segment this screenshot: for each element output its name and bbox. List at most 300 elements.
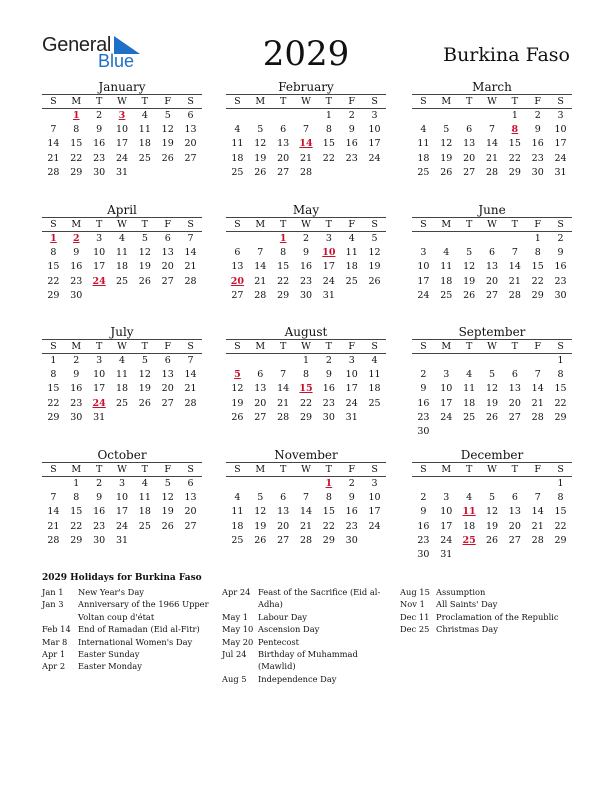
day-cell: 24: [345, 397, 358, 409]
empty-cell: [226, 477, 249, 491]
days-grid: [226, 354, 386, 425]
day-cell: 19: [161, 138, 174, 150]
day-cell: 22: [70, 520, 83, 532]
holiday-date: Feb 14: [42, 624, 71, 635]
day-cell: 23: [554, 275, 567, 287]
days-grid: [42, 232, 202, 303]
day-cell: 21: [184, 383, 197, 395]
day-cell: 6: [234, 247, 241, 259]
weekday-label: S: [371, 219, 378, 230]
day-cell: 28: [184, 397, 197, 409]
day-cell: 16: [299, 261, 313, 273]
day-cell: 19: [254, 520, 267, 532]
logo-blue-text: Blue: [98, 51, 135, 71]
day-cell: 12: [368, 247, 381, 259]
day-cell: 3: [371, 110, 378, 121]
day-cell: 2: [73, 355, 80, 366]
day-cell: 26: [231, 411, 244, 423]
weekday-header: [42, 218, 202, 231]
day-cell: 3: [348, 355, 355, 366]
day-cell: 22: [299, 397, 313, 409]
weekday-label: W: [301, 464, 311, 475]
weekday-label: M: [255, 464, 266, 475]
holiday-item: [42, 598, 218, 623]
day-cell: 15: [554, 383, 567, 395]
holiday-date: Dec 25: [400, 624, 430, 635]
day-cell: 13: [508, 506, 521, 518]
weekday-label: S: [420, 219, 427, 230]
day-cell: 26: [161, 152, 174, 164]
day-cell: 26: [138, 397, 151, 409]
day-cell: 29: [299, 411, 313, 423]
day-cell: 13: [485, 261, 499, 273]
day-cell: 23: [417, 411, 430, 423]
day-cell: 11: [115, 369, 129, 381]
empty-cell: [503, 477, 526, 491]
day-cell: 30: [93, 534, 106, 546]
holiday-item: [222, 586, 394, 611]
day-cell: 9: [348, 492, 355, 504]
day-cell: 4: [141, 110, 148, 121]
day-cell: 22: [47, 397, 60, 409]
day-cell: 14: [47, 138, 60, 150]
day-cell: 2: [96, 110, 103, 121]
weekday-label: S: [420, 341, 427, 352]
weekday-label: M: [255, 219, 266, 230]
day-cell: 18: [368, 383, 381, 395]
holiday-name: Ascension Day: [258, 624, 320, 635]
holiday-item: [400, 623, 572, 635]
day-cell: 10: [440, 506, 453, 518]
day-cell: 9: [348, 124, 355, 136]
holiday-day-cell: 1: [72, 110, 80, 121]
day-cell: 8: [534, 247, 541, 259]
day-cell: 28: [508, 289, 521, 301]
day-cell: 9: [73, 247, 80, 259]
day-cell: 16: [417, 397, 430, 409]
holiday-day-cell: 1: [50, 233, 57, 244]
day-cell: 13: [161, 247, 174, 259]
day-cell: 27: [254, 411, 267, 423]
weekday-label: F: [164, 464, 171, 475]
day-cell: 29: [277, 289, 290, 301]
day-cell: 13: [184, 124, 197, 136]
empty-cell: [295, 477, 318, 491]
day-cell: 27: [508, 534, 521, 546]
weekday-label: T: [95, 341, 103, 352]
day-cell: 24: [440, 411, 453, 423]
day-cell: 22: [322, 520, 335, 532]
day-cell: 6: [164, 233, 171, 244]
day-cell: 18: [138, 506, 151, 518]
day-cell: 5: [141, 233, 148, 244]
empty-cell: [481, 477, 504, 491]
day-cell: 7: [280, 369, 287, 381]
days-grid: [42, 109, 202, 180]
day-cell: 20: [277, 152, 290, 164]
day-cell: 11: [440, 261, 453, 273]
day-cell: 2: [534, 110, 541, 121]
day-cell: 13: [254, 383, 267, 395]
weekday-header: [42, 340, 202, 353]
day-cell: 17: [440, 397, 453, 409]
holiday-item: [42, 648, 218, 660]
holiday-day-cell: 11: [462, 506, 476, 518]
day-cell: 30: [417, 425, 430, 437]
holiday-column: [42, 586, 218, 673]
empty-cell: [42, 477, 65, 491]
day-cell: 28: [299, 534, 313, 546]
day-cell: 24: [368, 520, 381, 532]
day-cell: 25: [231, 166, 244, 178]
weekday-label: T: [95, 464, 103, 475]
day-cell: 7: [534, 492, 541, 504]
day-cell: 29: [531, 289, 544, 301]
holiday-date: May 20: [222, 636, 254, 647]
day-cell: 10: [554, 124, 567, 136]
day-cell: 2: [557, 233, 564, 244]
day-cell: 23: [531, 152, 544, 164]
weekday-label: S: [234, 219, 241, 230]
day-cell: 25: [231, 534, 244, 546]
day-cell: 19: [485, 520, 499, 532]
days-grid: [42, 354, 202, 425]
day-cell: 23: [93, 152, 106, 164]
day-cell: 23: [345, 152, 358, 164]
day-cell: 11: [463, 383, 476, 395]
weekday-label: W: [117, 96, 127, 107]
day-cell: 6: [257, 369, 264, 381]
day-cell: 28: [531, 411, 544, 423]
day-cell: 10: [115, 124, 129, 136]
day-cell: 27: [485, 289, 499, 301]
day-cell: 11: [368, 369, 381, 381]
holiday-name: Anniversary of the 1966 Upper Voltan coup d'état: [78, 599, 209, 622]
day-cell: 25: [463, 411, 476, 423]
day-cell: 30: [531, 166, 544, 178]
day-cell: 7: [50, 124, 57, 136]
weekday-label: W: [487, 464, 497, 475]
day-cell: 9: [96, 492, 103, 504]
empty-cell: [435, 232, 458, 246]
day-cell: 24: [417, 289, 430, 301]
weekday-label: S: [234, 464, 241, 475]
day-cell: 31: [93, 411, 106, 423]
empty-cell: [412, 354, 435, 368]
weekday-label: S: [234, 96, 241, 107]
day-cell: 23: [299, 275, 313, 287]
holiday-date: Jul 24: [222, 649, 247, 660]
empty-cell: [249, 354, 272, 368]
days-grid: [226, 477, 386, 548]
holiday-day-cell: 24: [92, 397, 106, 409]
day-cell: 11: [115, 247, 129, 259]
day-cell: 1: [511, 110, 518, 121]
weekday-label: T: [325, 464, 333, 475]
day-cell: 21: [485, 152, 499, 164]
day-cell: 7: [511, 247, 518, 259]
day-cell: 25: [368, 397, 381, 409]
weekday-label: T: [325, 96, 333, 107]
day-cell: 13: [508, 383, 521, 395]
empty-cell: [526, 477, 549, 491]
day-cell: 6: [164, 355, 171, 366]
day-cell: 7: [257, 247, 264, 259]
weekday-label: T: [95, 219, 103, 230]
day-cell: 30: [70, 289, 83, 301]
empty-cell: [435, 109, 458, 123]
day-cell: 9: [73, 369, 80, 381]
day-cell: 13: [277, 138, 290, 150]
weekday-label: T: [325, 341, 333, 352]
day-cell: 10: [115, 492, 129, 504]
holiday-date: Dec 11: [400, 611, 430, 622]
day-cell: 12: [138, 247, 151, 259]
day-cell: 20: [485, 275, 499, 287]
day-cell: 5: [257, 124, 264, 136]
month-name: July: [110, 325, 134, 339]
weekday-label: T: [279, 219, 287, 230]
day-cell: 24: [115, 520, 129, 532]
day-cell: 5: [488, 369, 496, 381]
weekday-header: [226, 218, 386, 231]
holiday-date: Apr 2: [42, 661, 66, 672]
holiday-name: Assumption: [436, 587, 486, 597]
day-cell: 18: [231, 152, 244, 164]
day-cell: 24: [440, 534, 453, 546]
day-cell: 17: [440, 520, 453, 532]
holiday-day-cell: 15: [299, 383, 313, 395]
day-cell: 21: [184, 261, 197, 273]
day-cell: 24: [554, 152, 567, 164]
day-cell: 4: [118, 355, 126, 366]
month-march: [412, 80, 572, 180]
day-cell: 9: [325, 369, 332, 381]
holiday-date: May 1: [222, 611, 249, 622]
weekday-label: W: [117, 219, 127, 230]
day-cell: 17: [93, 261, 106, 273]
day-cell: 17: [93, 383, 106, 395]
weekday-label: T: [511, 96, 519, 107]
day-cell: 12: [138, 369, 151, 381]
weekday-label: S: [420, 96, 427, 107]
day-cell: 23: [345, 520, 358, 532]
empty-cell: [412, 232, 435, 246]
day-cell: 2: [420, 369, 427, 381]
month-may: [226, 203, 386, 303]
day-cell: 25: [138, 520, 151, 532]
day-cell: 12: [440, 138, 453, 150]
day-cell: 25: [417, 166, 430, 178]
empty-cell: [226, 232, 249, 246]
day-cell: 17: [417, 275, 430, 287]
weekday-header: [412, 95, 572, 108]
day-cell: 10: [440, 383, 453, 395]
holiday-day-cell: 2: [72, 233, 80, 244]
day-cell: 20: [277, 520, 290, 532]
weekday-header: [42, 463, 202, 476]
holiday-date: Jan 3: [42, 599, 64, 610]
day-cell: 14: [254, 261, 267, 273]
day-cell: 1: [50, 355, 57, 366]
day-cell: 4: [466, 369, 473, 381]
holiday-day-cell: 25: [462, 534, 476, 546]
day-cell: 15: [322, 138, 335, 150]
weekday-label: M: [71, 341, 82, 352]
day-cell: 8: [73, 124, 80, 136]
month-name: April: [107, 203, 137, 217]
day-cell: 21: [531, 397, 544, 409]
holiday-day-cell: 8: [511, 124, 519, 136]
holiday-date: Nov 1: [400, 599, 425, 610]
day-cell: 30: [417, 548, 430, 560]
weekday-label: T: [465, 341, 473, 352]
day-cell: 27: [184, 152, 197, 164]
empty-cell: [249, 232, 272, 246]
day-cell: 29: [322, 534, 335, 546]
day-cell: 7: [50, 492, 57, 504]
day-cell: 11: [417, 138, 430, 150]
day-cell: 16: [70, 261, 83, 273]
day-cell: 8: [557, 369, 564, 381]
day-cell: 28: [277, 411, 290, 423]
day-cell: 22: [554, 397, 567, 409]
day-cell: 19: [368, 261, 381, 273]
holiday-day-cell: 1: [325, 478, 333, 489]
day-cell: 13: [463, 138, 476, 150]
day-cell: 30: [345, 534, 358, 546]
empty-cell: [458, 232, 481, 246]
day-cell: 10: [93, 247, 106, 259]
empty-cell: [226, 109, 249, 123]
day-cell: 5: [164, 478, 171, 489]
day-cell: 6: [511, 369, 518, 381]
day-cell: 17: [345, 383, 358, 395]
day-cell: 28: [254, 289, 267, 301]
day-cell: 28: [485, 166, 499, 178]
weekday-label: F: [348, 96, 355, 107]
weekday-label: S: [50, 219, 57, 230]
weekday-header: [226, 340, 386, 353]
weekday-header: [412, 463, 572, 476]
day-cell: 6: [280, 124, 287, 136]
holiday-date: Apr 1: [42, 649, 66, 660]
weekday-header: [226, 463, 386, 476]
weekday-label: S: [187, 464, 194, 475]
holiday-name: Easter Sunday: [78, 649, 140, 660]
day-cell: 30: [322, 411, 335, 423]
weekday-label: M: [71, 464, 82, 475]
day-cell: 11: [345, 247, 358, 259]
empty-cell: [458, 109, 481, 123]
weekday-label: S: [371, 96, 378, 107]
day-cell: 24: [322, 275, 335, 287]
day-cell: 13: [277, 506, 290, 518]
day-cell: 3: [443, 369, 450, 381]
weekday-label: W: [487, 219, 497, 230]
day-cell: 9: [96, 124, 103, 136]
empty-cell: [458, 354, 481, 368]
day-cell: 14: [184, 247, 197, 259]
day-cell: 17: [368, 138, 381, 150]
weekday-label: T: [511, 341, 519, 352]
day-cell: 25: [138, 152, 151, 164]
weekday-label: M: [71, 219, 82, 230]
day-cell: 22: [47, 275, 60, 287]
holiday-day-cell: 20: [230, 275, 245, 287]
day-cell: 13: [184, 492, 197, 504]
month-name: December: [460, 448, 524, 462]
holiday-column: [222, 586, 394, 685]
weekday-label: T: [279, 464, 287, 475]
day-cell: 1: [557, 478, 564, 489]
holiday-date: May 10: [222, 624, 254, 635]
weekday-label: W: [301, 341, 311, 352]
day-cell: 6: [187, 110, 194, 121]
holiday-item: [400, 611, 572, 623]
empty-cell: [272, 354, 295, 368]
weekday-label: W: [117, 464, 127, 475]
day-cell: 11: [138, 492, 151, 504]
weekday-label: T: [141, 219, 149, 230]
day-cell: 1: [534, 233, 541, 244]
day-cell: 19: [254, 152, 267, 164]
day-cell: 30: [70, 411, 83, 423]
day-cell: 6: [280, 492, 287, 504]
day-cell: 26: [440, 166, 453, 178]
holiday-day-cell: 14: [299, 138, 313, 150]
weekday-label: T: [141, 96, 149, 107]
day-cell: 21: [508, 275, 521, 287]
day-cell: 18: [115, 383, 129, 395]
days-grid: [412, 477, 572, 562]
day-cell: 20: [254, 397, 267, 409]
day-cell: 29: [47, 411, 60, 423]
weekday-label: M: [255, 96, 266, 107]
weekday-label: T: [95, 96, 103, 107]
day-cell: 12: [231, 383, 244, 395]
day-cell: 18: [115, 261, 129, 273]
day-cell: 3: [420, 247, 427, 259]
day-cell: 21: [299, 152, 313, 164]
holiday-date: Aug 15: [400, 587, 430, 597]
day-cell: 10: [345, 369, 358, 381]
holiday-column: [400, 586, 572, 636]
month-february: [226, 80, 386, 180]
day-cell: 10: [368, 124, 381, 136]
empty-cell: [272, 477, 295, 491]
day-cell: 11: [231, 138, 244, 150]
month-name: June: [478, 203, 506, 217]
day-cell: 20: [463, 152, 476, 164]
day-cell: 14: [485, 138, 499, 150]
empty-cell: [249, 477, 272, 491]
holiday-item: [400, 586, 572, 598]
holiday-name: International Women's Day: [78, 636, 193, 647]
weekday-label: F: [534, 96, 541, 107]
weekday-label: T: [465, 219, 473, 230]
day-cell: 27: [508, 411, 521, 423]
weekday-label: M: [441, 341, 452, 352]
day-cell: 26: [368, 275, 381, 287]
day-cell: 3: [96, 355, 103, 366]
holiday-name: Christmas Day: [436, 624, 498, 635]
holidays-title: 2029 Holidays for Burkina Faso: [42, 573, 202, 583]
weekday-label: F: [348, 464, 355, 475]
day-cell: 14: [299, 506, 313, 518]
day-cell: 8: [73, 492, 80, 504]
day-cell: 2: [348, 110, 355, 121]
